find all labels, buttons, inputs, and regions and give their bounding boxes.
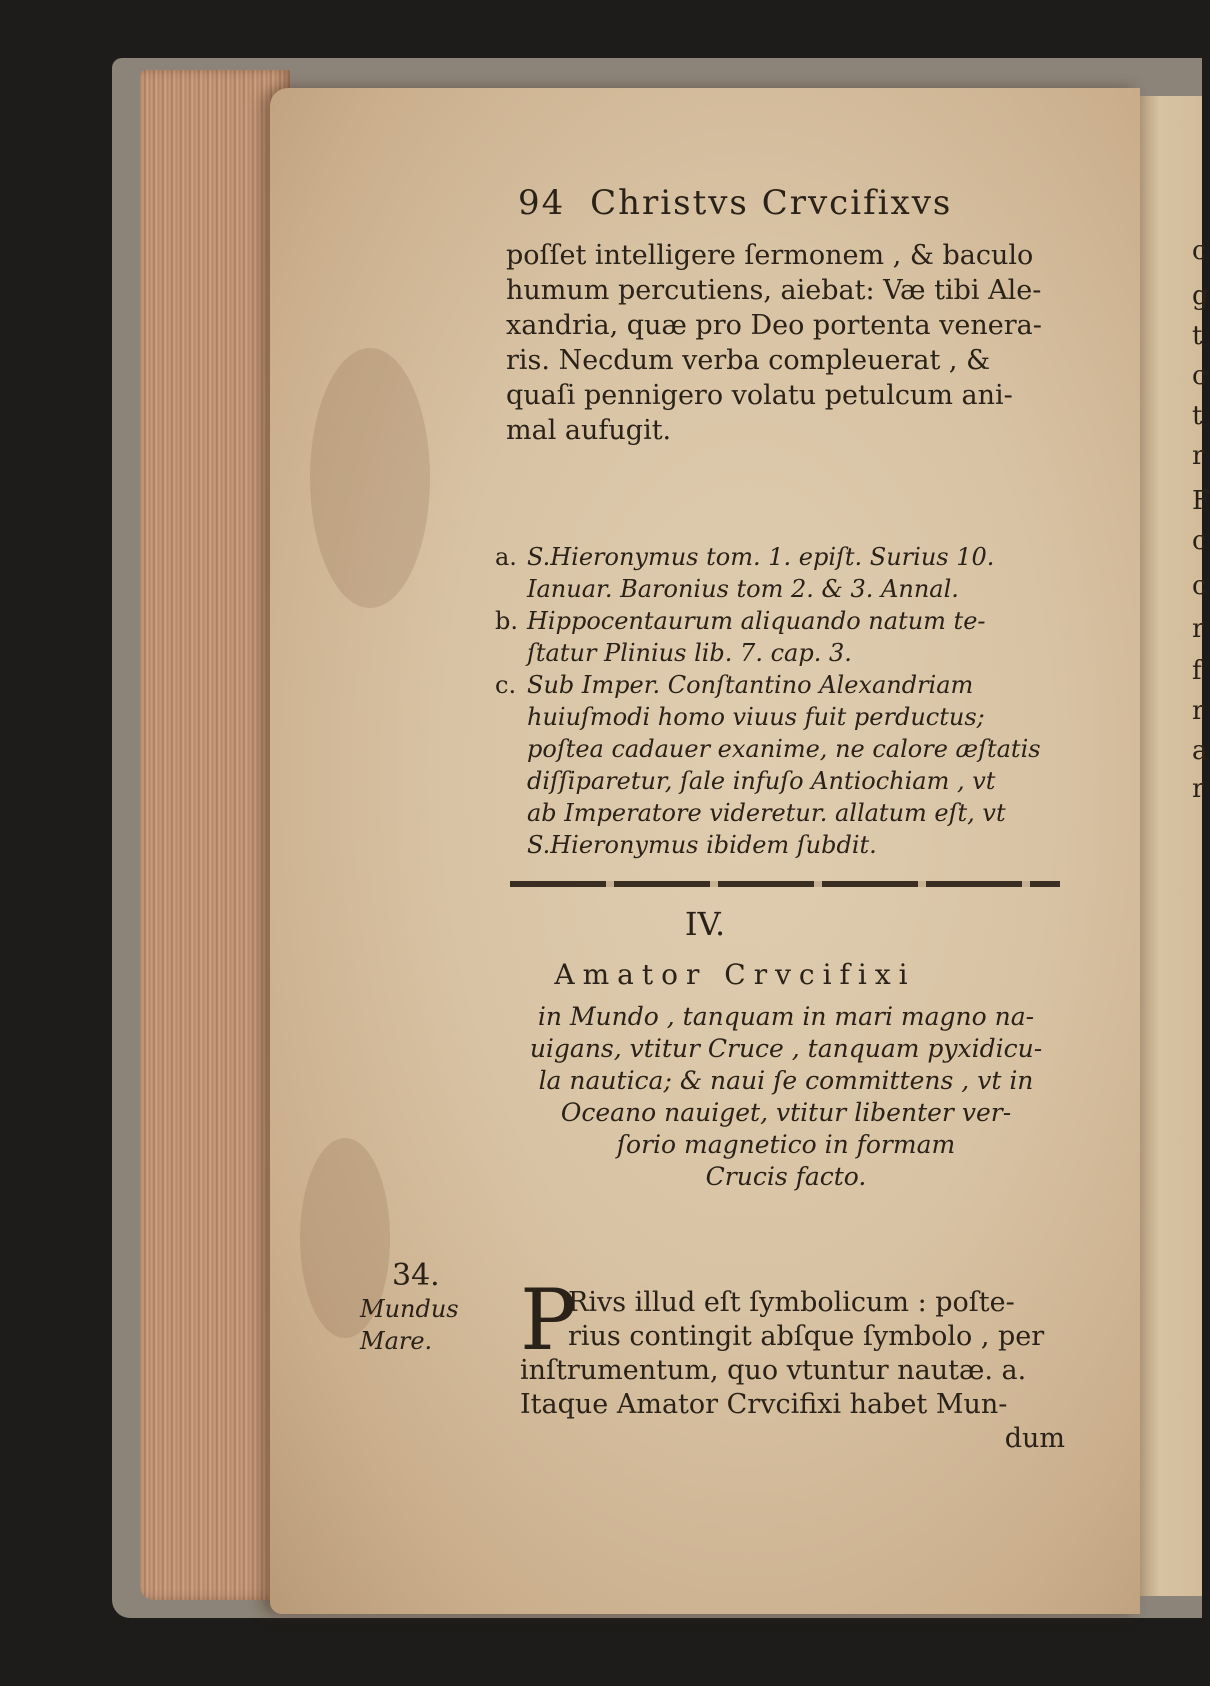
facing-letter: r bbox=[1192, 696, 1205, 726]
running-head bbox=[518, 183, 952, 223]
margin-line: Mundus bbox=[360, 1295, 459, 1323]
footnote-line: huiuſmodi homo viuus fuit perductus; bbox=[527, 703, 985, 731]
facing-letter: r bbox=[1192, 774, 1205, 804]
section-number: IV. bbox=[684, 905, 726, 943]
text-line: quaſi pennigero volatu petulcum ani- bbox=[506, 380, 1013, 411]
facing-letter: c bbox=[1192, 526, 1207, 556]
body-text bbox=[506, 238, 1061, 448]
footnote-line: S.Hieronymus tom. 1. epiſt. Surius 10. bbox=[527, 543, 995, 571]
footnote-label: b. bbox=[495, 607, 518, 635]
footnote-line: poſtea cadauer exanime, ne calore æſtatis bbox=[527, 735, 1041, 763]
paragraph-line: Rivs illud eſt ſymbolicum : poſte- bbox=[568, 1287, 1015, 1318]
footnote-b bbox=[495, 605, 1065, 669]
footnote-line: ab Imperatore videretur. allatum eſt, vt bbox=[527, 799, 1006, 827]
page-number: 94 bbox=[518, 183, 566, 223]
footnote-a bbox=[495, 541, 1065, 605]
margin-number: 34. bbox=[392, 1258, 440, 1293]
motto-line: la nautica; & naui ſe committens , vt in bbox=[538, 1066, 1034, 1095]
facing-letter: g bbox=[1192, 281, 1209, 311]
footnote-c bbox=[495, 669, 1065, 861]
footnote-line: Ianuar. Baronius tom 2. & 3. Annal. bbox=[527, 575, 959, 603]
drop-cap: P bbox=[520, 1271, 577, 1369]
text-line: humum percutiens, aiebat: Væ tibi Ale- bbox=[506, 275, 1042, 306]
motto-line: uigans, vtitur Cruce , tanquam pyxidicu- bbox=[529, 1034, 1043, 1063]
facing-letter: r bbox=[1192, 441, 1205, 471]
margin-line: Mare. bbox=[360, 1327, 433, 1355]
footnote-line: diſſiparetur, ſale infuſo Antiochiam , vt bbox=[527, 767, 996, 795]
footnote-line: S.Hieronymus ibidem ſubdit. bbox=[527, 831, 877, 859]
facing-letter: t bbox=[1192, 321, 1203, 351]
footnote-line: Hippocentaurum aliquando natum te- bbox=[527, 607, 986, 635]
motto-line: in Mundo , tanquam in mari magno na- bbox=[537, 1002, 1035, 1031]
facing-letter: a bbox=[1192, 736, 1208, 766]
section-title: Amator Crvcifixi bbox=[554, 958, 916, 991]
footnote-line: Sub Imper. Conſtantino Alexandriam bbox=[527, 671, 974, 699]
text-line: mal aufugit. bbox=[506, 415, 672, 446]
paper-stain bbox=[310, 348, 430, 608]
footnote-label: a. bbox=[495, 543, 517, 571]
text-line: ris. Necdum verba compleuerat , & bbox=[506, 345, 991, 376]
running-title: Christvs Crvcifixvs bbox=[590, 183, 953, 223]
page-edges bbox=[140, 70, 290, 1600]
catchword: dum bbox=[1004, 1423, 1065, 1454]
motto-line: Oceano nauiget, vtitur libenter ver- bbox=[560, 1098, 1012, 1127]
paragraph-line: inſtrumentum, quo vtuntur nautæ. a. bbox=[520, 1355, 1027, 1386]
text-line: xandria, quæ pro Deo portenta venera- bbox=[506, 310, 1042, 341]
facing-letter: c bbox=[1192, 236, 1207, 266]
text-line: poſſet intelligere ſermonem , & baculo bbox=[506, 240, 1034, 271]
footnote-label: c. bbox=[495, 671, 517, 699]
facing-letter: F bbox=[1192, 486, 1210, 516]
facing-letter: f bbox=[1192, 656, 1202, 686]
section-motto bbox=[505, 1001, 1067, 1193]
book-page bbox=[270, 88, 1140, 1614]
facing-page-fragment bbox=[1132, 96, 1210, 1596]
facing-letter: c bbox=[1192, 361, 1207, 391]
paragraph bbox=[520, 1286, 1065, 1456]
facing-letter: r bbox=[1192, 614, 1205, 644]
facing-letter: c bbox=[1192, 571, 1207, 601]
margin-note bbox=[360, 1293, 459, 1357]
motto-line: Crucis facto. bbox=[705, 1162, 867, 1191]
footnote-line: ſtatur Plinius lib. 7. cap. 3. bbox=[527, 639, 852, 667]
facing-letter: t bbox=[1192, 401, 1203, 431]
paragraph-line: rius contingit abſque ſymbolo , per bbox=[568, 1321, 1045, 1352]
footnotes bbox=[495, 541, 1065, 861]
motto-line: ſorio magnetico in formam bbox=[616, 1130, 956, 1159]
ornamental-rule bbox=[510, 881, 1060, 887]
paragraph-line: Itaque Amator Crvcifixi habet Mun- bbox=[520, 1389, 1008, 1420]
